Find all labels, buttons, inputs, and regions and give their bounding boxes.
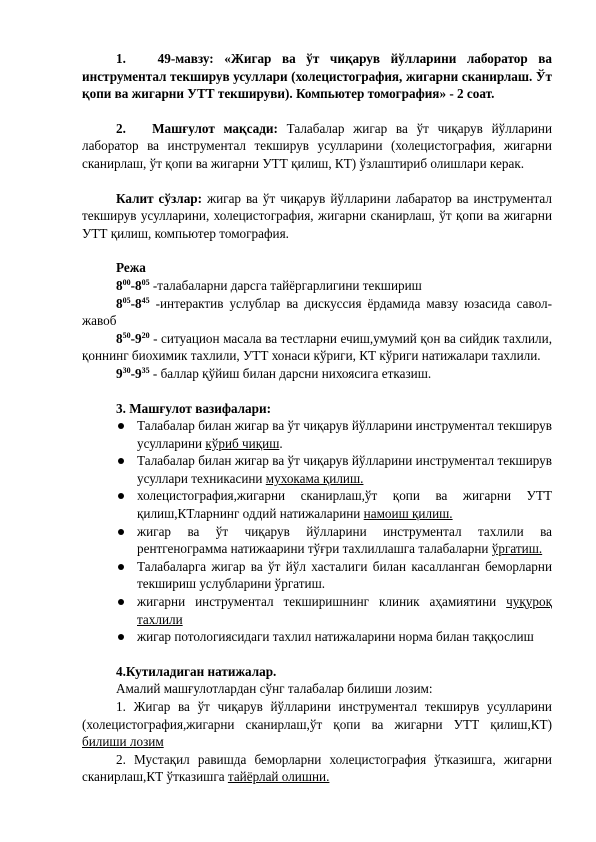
list-item: жигар потологиясидаги тахлил натижаларини норма билан таққослиш: [82, 628, 552, 646]
bullet-icon: [118, 564, 124, 570]
schedule-item: $8^{50}-9^{20}$ - ситуацион масала ва тестларни ечиш,умумий қон ва сийдик тахлили, қоннинг биохимик тахлили, УТТ хонаси кўриги, КТ кўриги натижалари тахлили.: [82, 330, 552, 364]
bullet-icon: [118, 493, 124, 499]
bullet-icon: [118, 634, 124, 640]
schedule-title: Режа: [116, 260, 146, 276]
tasks-title: 3. Машғулот вазифалари:: [116, 400, 271, 416]
section-2-goal: 2. Машғулот мақсади: Талабалар жигар ва ўт чиқарув йўлларини лаборатор ва инструментал текширув усулларини (холецистография, жигарни сканирлаш, ўт қопи ва жигарни УТТ қилиш, КТ) ўзлаштириб олишлари керак.: [82, 120, 553, 171]
results-title: 4.Кутиладиган натижалар.: [116, 663, 277, 679]
schedule-item: $8^{05}-8^{45}$ -интерактив услублар ва дискуссия ёрдамида мавзу юзасида савол-жавоб: [82, 295, 552, 329]
schedule-item: $9^{30}-9^{35}$ - баллар қўйиш билан дарсни нихоясига етказиш.: [116, 365, 432, 381]
bullet-icon: [118, 529, 124, 535]
list-item: Талабалар билан жигар ва ўт чиқарув йўлларини инструментал текширув усулларини кўриб чиқиш.: [82, 417, 552, 452]
bullet-icon: [118, 458, 124, 464]
bullet-icon: [118, 423, 124, 429]
list-item: холецистография,жигарни сканирлаш,ўт қопи ва жигарни УТТ қилиш,КТларнинг оддий натижаларини намоиш қилиш.: [82, 487, 552, 522]
bullet-icon: [118, 599, 124, 605]
results-intro: Амалий машғулотлардан сўнг талабалар билиши лозим:: [116, 681, 433, 697]
section-1-heading: 1. 49-мавзу: «Жигар ва ўт чиқарув йўлларини лаборатор ва инструментал текширув усуллари (холецистография, жигарни сканирлаш. Ўт қопи ва жигарни УТТ текшируви). Компьютер томография» - 2 соат.: [82, 51, 553, 102]
list-item: Талабаларга жигар ва ўт йўл хасталиги билан касалланган беморларни текшириш услубларини ўргатиш.: [82, 558, 552, 593]
document-page: [82, 50, 552, 786]
results-item-2: 2. Мустақил равишда беморларни холецистография ўтказишга, жигарни сканирлаш,КТ ўтказишга тайёрлай олишни.: [82, 751, 552, 785]
keywords-paragraph: Калит сўзлар: жигар ва ўт чиқарув йўлларини лабаратор ва инструментал текширув усулларини, холецистография, жигарни сканирлаш, ўт қопи ва жигарни УТТ қилиш, компьютер томография.: [82, 190, 552, 241]
results-item-1: 1. Жигар ва ўт чиқарув йўлларини инструментал текширув усулларини (холецистография,жигарни сканирлаш,ўт қопи ва жигарни УТТ қилиш,КТ) билиши лозим: [82, 699, 552, 750]
tasks-list: [82, 417, 552, 646]
list-item: Талабалар билан жигар ва ўт чиқарув йўлларини инструментал текширув усуллари техникасини мухокама қилиш.: [82, 452, 552, 487]
schedule-item: $8^{00}-8^{05}$ -талабаларни дарсга тайёргарлигини текшириш: [116, 277, 422, 293]
list-item: жигарни инструментал текширишнинг клиник аҳамиятини чуқуроқ тахлили: [82, 593, 552, 628]
list-item: жигар ва ўт чиқарув йўлларини инструментал тахлили ва рентгенограмма натижаарини тўғри тахлиллашга талабаларни ўргатиш.: [82, 523, 552, 558]
